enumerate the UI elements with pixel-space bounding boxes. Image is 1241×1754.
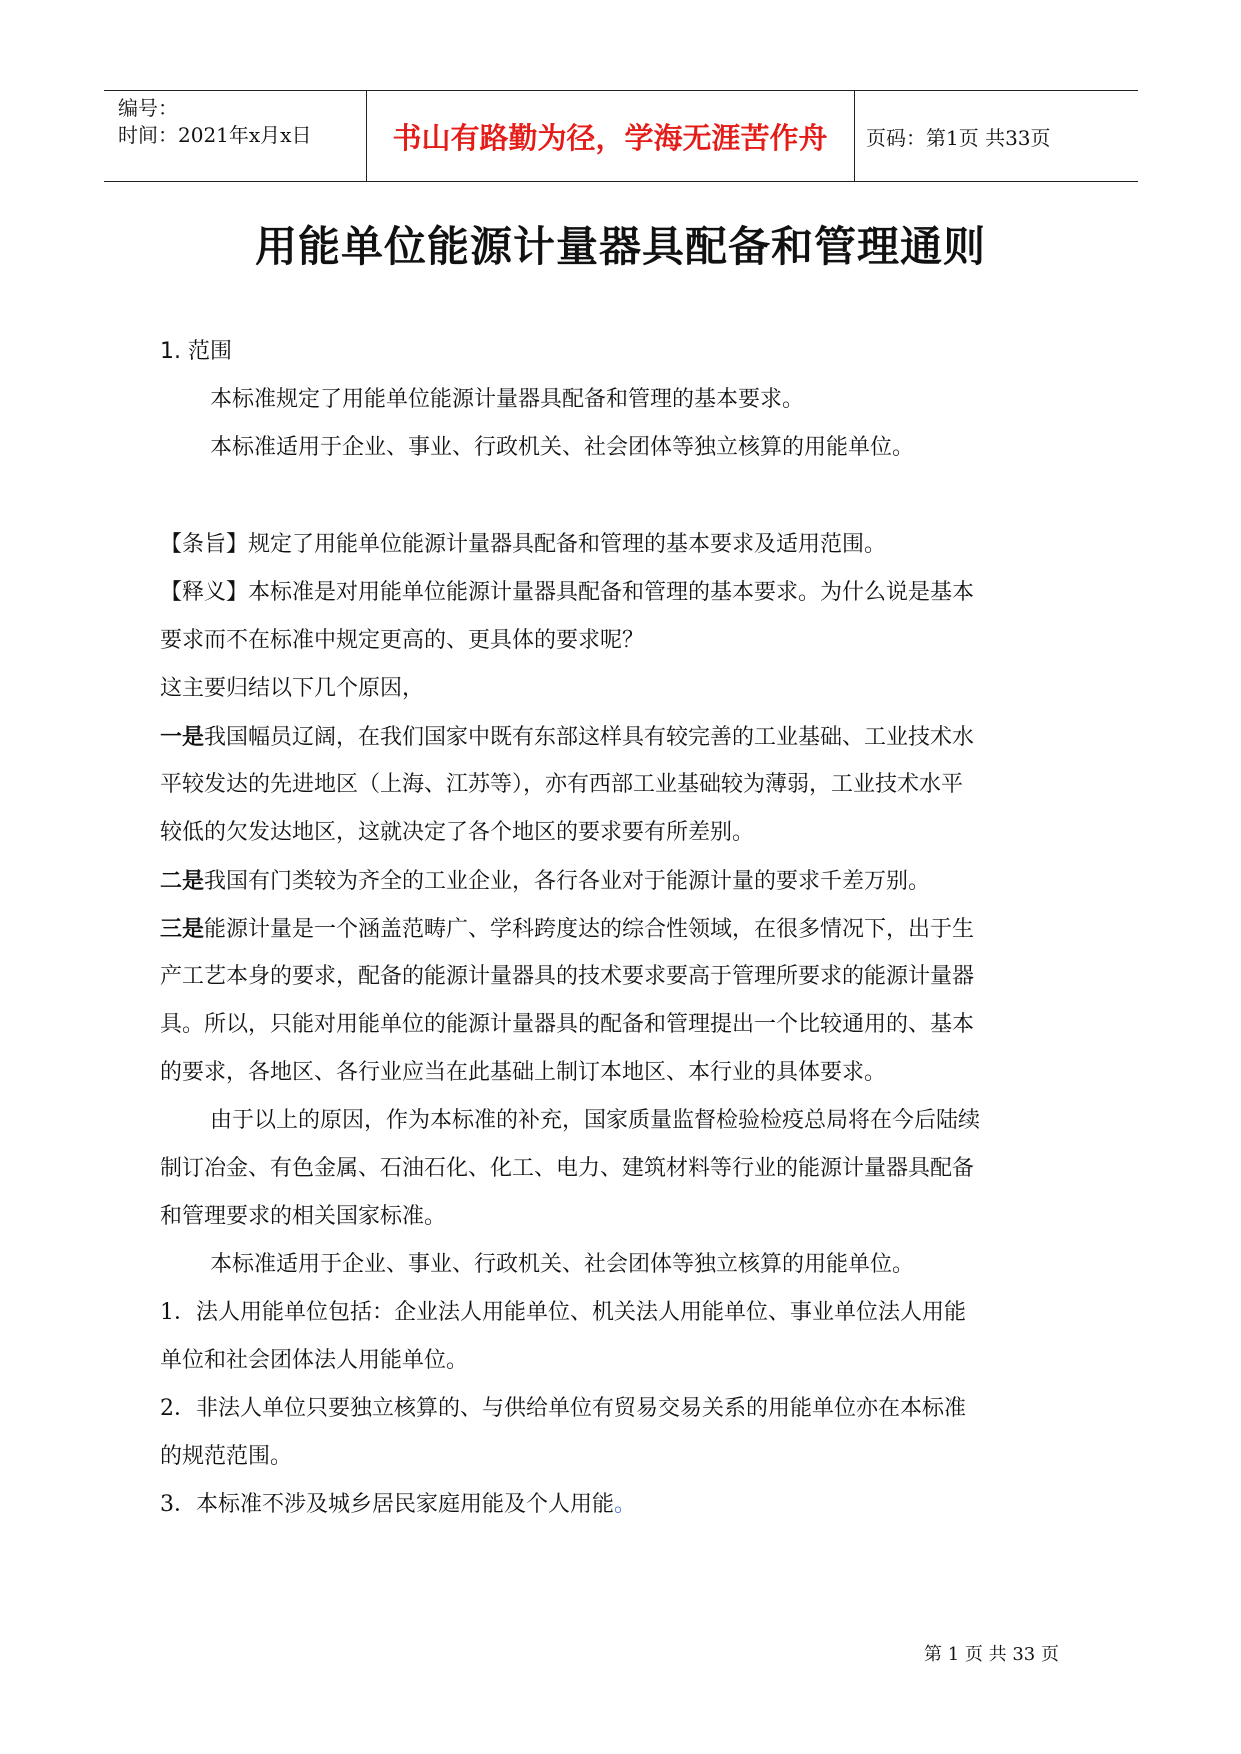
document-header — [104, 90, 1138, 182]
paragraph-line: 本标准适用于企业、事业、行政机关、社会团体等独立核算的用能单位。 — [210, 435, 915, 460]
paragraph-line: 平较发达的先进地区（上海、江苏等），亦有西部工业基础较为薄弱，工业技术水平 — [160, 772, 964, 797]
bold-prefix: 二是 — [160, 868, 205, 894]
paragraph-line: 制订冶金、有色金属、石油石化、化工、电力、建筑材料等行业的能源计量器具配备 — [160, 1156, 975, 1181]
paragraph-line: 2．非法人单位只要独立核算的、与供给单位有贸易交易关系的用能单位亦在本标准 — [160, 1396, 966, 1421]
paragraph-line: 单位和社会团体法人用能单位。 — [160, 1348, 469, 1373]
document-title: 用能单位能源计量器具配备和管理通则 — [254, 222, 986, 271]
paragraph-line: 三是能源计量是一个涵盖范畴广、学科跨度达的综合性领域，在很多情况下，出于生 — [160, 916, 975, 942]
time-label: 时间：2021年x月x日 — [118, 123, 312, 147]
paragraph-line: 3．本标准不涉及城乡居民家庭用能及个人用能。 — [160, 1492, 637, 1517]
paragraph-line: 本标准规定了用能单位能源计量器具配备和管理的基本要求。 — [210, 387, 805, 412]
paragraph-line: 一是我国幅员辽阔，在我们国家中既有东部这样具有较完善的工业基础、工业技术水 — [160, 724, 975, 750]
paragraph-line: 这主要归结以下几个原因， — [160, 676, 425, 701]
paragraph-line: 的要求，各地区、各行业应当在此基础上制订本地区、本行业的具体要求。 — [160, 1060, 887, 1085]
paragraph-line: 【释义】本标准是对用能单位能源计量器具配备和管理的基本要求。为什么说是基本 — [160, 580, 975, 605]
page-info: 页码：第1页 共33页 — [866, 125, 1051, 150]
header-divider — [854, 91, 855, 181]
paragraph-line: 本标准适用于企业、事业、行政机关、社会团体等独立核算的用能单位。 — [210, 1252, 915, 1277]
header-meta — [118, 95, 311, 149]
bold-prefix: 一是 — [160, 724, 205, 750]
page-footer: 第 1 页 共 33 页 — [924, 1644, 1059, 1665]
paragraph-line: 较低的欠发达地区，这就决定了各个地区的要求要有所差别。 — [160, 820, 755, 845]
paragraph-line: 1．法人用能单位包括：企业法人用能单位、机关法人用能单位、事业单位法人用能 — [160, 1300, 966, 1325]
section-heading: 1. 范围 — [160, 339, 232, 364]
header-divider — [366, 91, 367, 181]
number-label: 编号： — [118, 96, 178, 120]
paragraph-line: 【条旨】规定了用能单位能源计量器具配备和管理的基本要求及适用范围。 — [160, 532, 887, 557]
paragraph-line: 二是我国有门类较为齐全的工业企业，各行各业对于能源计量的要求千差万别。 — [160, 868, 931, 894]
paragraph-line: 具。所以，只能对用能单位的能源计量器具的配备和管理提出一个比较通用的、基本 — [160, 1012, 975, 1037]
motto: 书山有路勤为径，学海无涯苦作舟 — [392, 120, 828, 155]
paragraph-line: 由于以上的原因，作为本标准的补充，国家质量监督检验检疫总局将在今后陆续 — [210, 1108, 981, 1133]
bold-prefix: 三是 — [160, 916, 205, 942]
paragraph-line: 和管理要求的相关国家标准。 — [160, 1204, 447, 1229]
trailing-mark: 。 — [614, 1492, 637, 1517]
paragraph-line: 要求而不在标准中规定更高的、更具体的要求呢？ — [160, 628, 645, 653]
paragraph-line: 产工艺本身的要求，配备的能源计量器具的技术要求要高于管理所要求的能源计量器 — [160, 964, 975, 989]
paragraph-line: 的规范范围。 — [160, 1444, 293, 1469]
